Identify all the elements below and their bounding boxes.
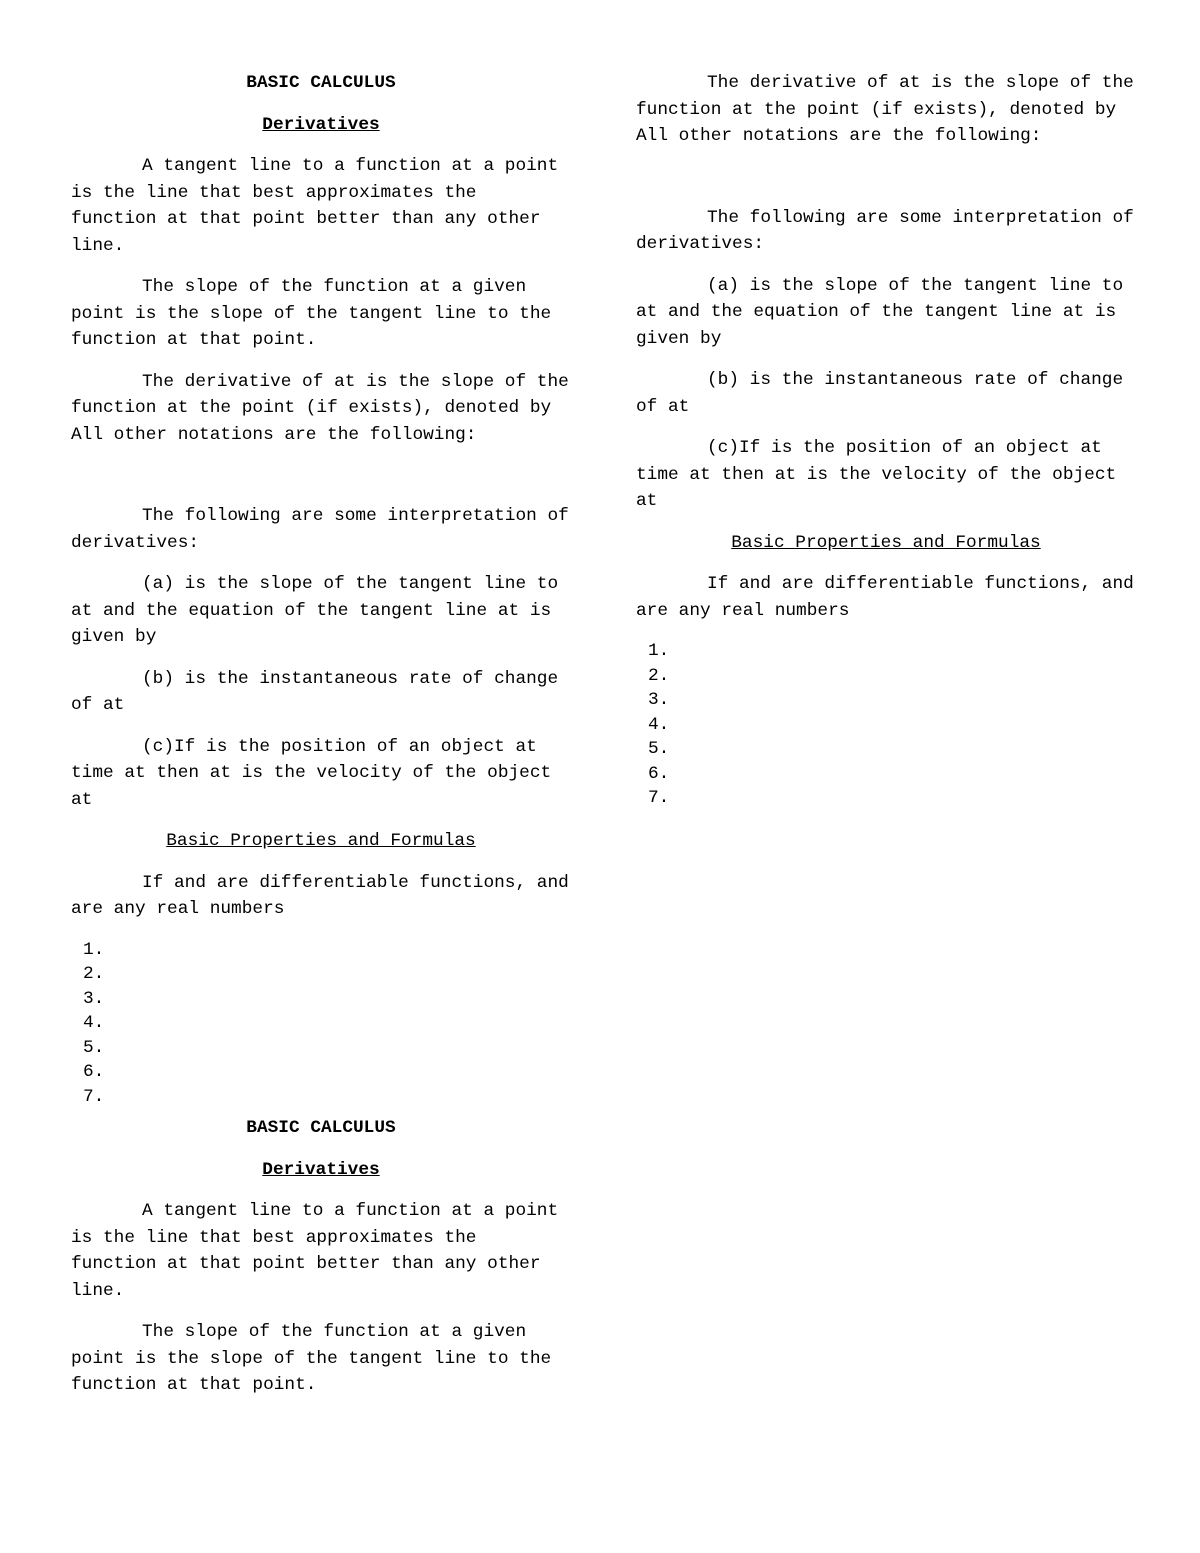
list-item: 4. [83,1013,105,1033]
sub-heading-properties: Basic Properties and Formulas [166,831,476,851]
paragraph-tangent-line-repeat: A tangent line to a function at a point is the line that best approximates the function at that point better than any other line. [71,1201,559,1301]
paragraph-differentiable: If and are differentiable functions, and are any real numbers [71,872,569,919]
list-item: 5. [648,739,670,759]
interpretation-item-c: (c)If is the position of an object at time at then at is the velocity of the object at [71,736,552,810]
list-item: 3. [83,988,105,1009]
formula-list-right [636,639,1136,811]
list-item: 2. [83,964,105,984]
equation-gap [71,463,571,503]
list-item: 5. [83,1037,105,1058]
right-column [636,70,1136,811]
equation-gap-right [636,165,1136,205]
interpretation-item-c-right: (c)If is the position of an object at time at then at is the velocity of the object at [636,438,1117,511]
interpretation-item-b: (b) is the instantaneous rate of change of at [71,668,559,715]
list-item: 7. [648,788,670,808]
left-column [71,70,571,1414]
paragraph-interpretation: The following are some interpretation of derivatives: [71,506,569,553]
list-item: 6. [83,1062,105,1082]
list-item: 1. [648,641,670,661]
paragraph-derivative-definition-right: The derivative of at is the slope of the function at the point (if exists), denoted by All other notations are the following: [636,73,1134,146]
formula-list [71,938,571,1110]
section-heading-derivatives-repeat: Derivatives [262,1159,380,1180]
document-title: BASIC CALCULUS [246,73,396,93]
sub-heading-properties-right: Basic Properties and Formulas [731,532,1041,553]
paragraph-derivative-definition: The derivative of at is the slope of the function at the point (if exists), denoted by All other notations are the following: [71,371,569,445]
list-item: 3. [648,690,670,710]
paragraph-interpretation-right: The following are some interpretation of derivatives: [636,207,1134,254]
list-item: 4. [648,714,670,735]
interpretation-item-a-right: (a) is the slope of the tangent line to at and the equation of the tangent line at is given by [636,275,1124,349]
list-item: 7. [83,1086,105,1107]
section-heading-derivatives: Derivatives [262,114,380,135]
list-item: 6. [648,763,670,784]
paragraph-tangent-line: A tangent line to a function at a point is the line that best approximates the function at that point better than any other line. [71,156,559,256]
paragraph-slope: The slope of the function at a given point is the slope of the tangent line to the function at that point. [71,277,552,350]
paragraph-differentiable-right: If and are differentiable functions, and are any real numbers [636,574,1134,621]
document-title-repeat: BASIC CALCULUS [246,1118,396,1138]
list-item: 2. [648,665,670,686]
interpretation-item-a: (a) is the slope of the tangent line to at and the equation of the tangent line at is given by [71,574,559,647]
list-item: 1. [83,939,105,960]
paragraph-slope-repeat: The slope of the function at a given point is the slope of the tangent line to the function at that point. [71,1322,552,1395]
interpretation-item-b-right: (b) is the instantaneous rate of change of at [636,370,1124,417]
